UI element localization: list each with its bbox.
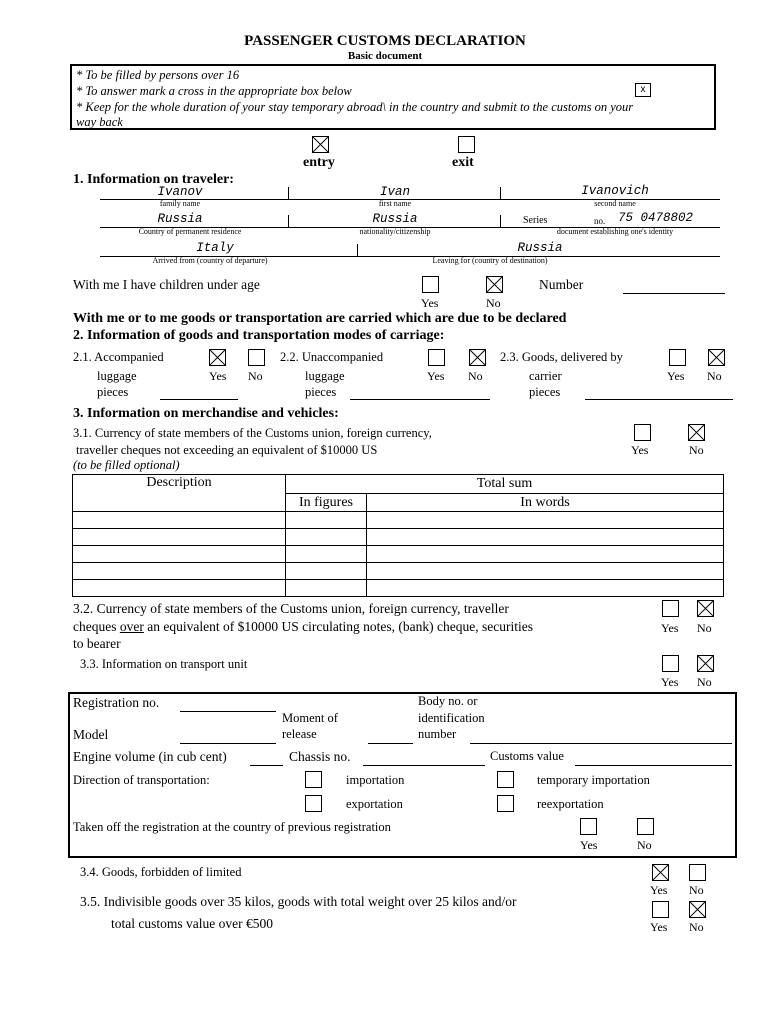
customs-value-field[interactable] <box>575 765 732 766</box>
q34-yes-label: Yes <box>650 883 668 897</box>
reexportation-label: reexportation <box>537 797 604 811</box>
document-title: PASSENGER CUSTOMS DECLARATION <box>244 33 526 49</box>
table-cell[interactable] <box>367 563 724 580</box>
engine-label: Engine volume (in cub cent) <box>73 749 227 764</box>
citizenship-caption: nationality/citizenship <box>359 227 431 236</box>
document-subtitle: Basic document <box>347 50 423 62</box>
example-cross-box: x <box>635 83 651 97</box>
unaccompanied-yes-label: Yes <box>427 369 445 383</box>
travel-divider <box>357 244 358 256</box>
exportation-label: exportation <box>346 797 403 811</box>
chassis-label: Chassis no. <box>289 749 351 764</box>
carrier-yes-label: Yes <box>667 369 685 383</box>
chassis-field[interactable] <box>363 765 485 766</box>
children-number-field[interactable] <box>623 293 725 294</box>
registration-field[interactable] <box>180 711 276 712</box>
accompanied-yes-checkbox[interactable] <box>209 349 226 366</box>
instructions-box <box>70 64 716 130</box>
carrier-pieces: pieces <box>529 385 561 399</box>
citizenship-value[interactable]: Russia <box>372 212 418 226</box>
q32-no-checkbox[interactable] <box>697 600 714 617</box>
section-2-heading: 2. Information of goods and transportation modes of carriage: <box>73 328 445 343</box>
children-no-checkbox[interactable] <box>486 276 503 293</box>
instruction-age: * To be filled by persons over 16 <box>76 68 240 82</box>
taken-off-no-label: No <box>637 838 652 852</box>
unaccompanied-yes-checkbox[interactable] <box>428 349 445 366</box>
accompanied-yes-label: Yes <box>209 369 227 383</box>
body-label-3: number <box>418 727 457 741</box>
q31-no-label: No <box>689 443 704 457</box>
children-label: With me I have children under age <box>73 277 260 292</box>
unaccompanied-luggage: luggage <box>305 369 345 383</box>
second-name-caption: second name <box>594 199 636 208</box>
unaccompanied-no-checkbox[interactable] <box>469 349 486 366</box>
col-total-header: Total sum <box>286 475 724 494</box>
temporary-importation-label: temporary importation <box>537 773 650 787</box>
q31-optional: (to be filled optional) <box>73 458 180 472</box>
no-label: no. <box>594 216 606 226</box>
children-no-label: No <box>486 296 501 310</box>
taken-off-label: Taken off the registration at the country of previous registration <box>73 820 391 834</box>
model-label: Model <box>73 727 109 742</box>
q32-yes-checkbox[interactable] <box>662 600 679 617</box>
importation-checkbox[interactable] <box>305 771 322 788</box>
entry-label: entry <box>303 155 335 170</box>
first-name-caption: first name <box>378 199 412 208</box>
table-cell[interactable] <box>286 580 367 597</box>
table-cell[interactable] <box>73 512 286 529</box>
direction-label: Direction of transportation: <box>73 773 210 787</box>
col-words-header: In words <box>367 494 724 512</box>
leaving-for-caption: Leaving for (country of destination) <box>432 256 548 265</box>
series-label: Series <box>523 215 548 226</box>
body-label-2: identification <box>418 711 485 725</box>
children-yes-label: Yes <box>421 296 439 310</box>
first-name-value[interactable]: Ivan <box>379 185 410 199</box>
entry-checkbox[interactable] <box>312 136 329 153</box>
q32-yes-label: Yes <box>661 621 679 635</box>
table-cell[interactable] <box>367 512 724 529</box>
family-name-caption: family name <box>159 199 201 208</box>
col-description-header: Description <box>73 475 286 512</box>
carrier-yes-checkbox[interactable] <box>669 349 686 366</box>
q32-line2-post: an equivalent of $10000 US circulating notes, (bank) cheque, securities <box>143 619 533 634</box>
q34-no-checkbox[interactable] <box>689 864 706 881</box>
moment-field[interactable] <box>368 743 413 744</box>
q32-no-label: No <box>697 621 712 635</box>
goods-notice: With me or to me goods or transportation are carried which are due to be declared <box>73 311 567 326</box>
q33-yes-checkbox[interactable] <box>662 655 679 672</box>
body-field[interactable] <box>470 743 732 744</box>
moment-label-1: Moment of <box>282 711 338 725</box>
customs-value-label: Customs value <box>490 749 564 763</box>
residence-divider-2 <box>500 215 501 227</box>
exit-checkbox[interactable] <box>458 136 475 153</box>
accompanied-no-checkbox[interactable] <box>248 349 265 366</box>
carrier-label: 2.3. Goods, delivered by <box>500 350 623 364</box>
q33-label: 3.3. Information on transport unit <box>80 657 248 671</box>
section-3-heading: 3. Information on merchandise and vehicles: <box>73 406 339 421</box>
section-1-heading: 1. Information on traveler: <box>73 172 234 187</box>
q32-line3: to bearer <box>73 636 121 651</box>
table-row[interactable] <box>73 512 724 529</box>
q31-no-checkbox[interactable] <box>688 424 705 441</box>
children-yes-checkbox[interactable] <box>422 276 439 293</box>
accompanied-pieces-field[interactable] <box>160 399 238 400</box>
exit-label: exit <box>452 155 474 170</box>
importation-label: importation <box>346 773 405 787</box>
unaccompanied-pieces: pieces <box>305 385 337 399</box>
q32-line1: 3.2. Currency of state members of the Customs union, foreign currency, traveller <box>73 601 509 616</box>
leaving-for-value[interactable]: Russia <box>517 241 563 255</box>
q35-yes-label: Yes <box>650 920 668 934</box>
q35-line1: 3.5. Indivisible goods over 35 kilos, goods with total weight over 25 kilos and/or <box>80 894 517 909</box>
q35-no-checkbox[interactable] <box>689 901 706 918</box>
document-caption: document establishing one's identity <box>556 227 674 236</box>
carrier-no-checkbox[interactable] <box>708 349 725 366</box>
q34-no-label: No <box>689 883 704 897</box>
q33-no-checkbox[interactable] <box>697 655 714 672</box>
engine-field[interactable] <box>250 765 283 766</box>
exportation-checkbox[interactable] <box>305 795 322 812</box>
table-cell[interactable] <box>286 529 367 546</box>
taken-off-yes-checkbox[interactable] <box>580 818 597 835</box>
second-name-value[interactable]: Ivanovich <box>581 184 649 198</box>
accompanied-pieces: pieces <box>97 385 129 399</box>
arrived-from-caption: Arrived from (country of departure) <box>152 256 268 265</box>
q31-yes-checkbox[interactable] <box>634 424 651 441</box>
q32-over: over <box>119 619 144 634</box>
carrier-no-label: No <box>707 369 722 383</box>
reexportation-checkbox[interactable] <box>497 795 514 812</box>
table-cell[interactable] <box>73 529 286 546</box>
taken-off-no-checkbox[interactable] <box>637 818 654 835</box>
residence-caption: Country of permanent residence <box>138 227 242 236</box>
document-number-value[interactable]: 75 0478802 <box>618 211 694 225</box>
carrier-pieces-field[interactable] <box>585 399 733 400</box>
arrived-from-value[interactable]: Italy <box>196 241 234 255</box>
currency-table <box>72 474 724 597</box>
moment-label-2: release <box>282 727 317 741</box>
q31-line2: traveller cheques not exceeding an equivalent of $10000 US <box>76 443 378 457</box>
name-divider-1 <box>288 187 289 199</box>
table-cell[interactable] <box>73 563 286 580</box>
accompanied-label: 2.1. Accompanied <box>73 350 164 364</box>
instruction-mark: * To answer mark a cross in the appropriate box below <box>76 84 352 98</box>
q33-no-label: No <box>697 675 712 689</box>
q35-no-label: No <box>689 920 704 934</box>
carrier-line2: carrier <box>529 369 562 383</box>
unaccompanied-no-label: No <box>468 369 483 383</box>
table-cell[interactable] <box>367 529 724 546</box>
body-label-1: Body no. or <box>418 694 478 708</box>
q31-yes-label: Yes <box>631 443 649 457</box>
col-figures-header: In figures <box>286 494 367 512</box>
table-row[interactable] <box>73 546 724 563</box>
unaccompanied-label: 2.2. Unaccompanied <box>280 350 384 364</box>
table-cell[interactable] <box>286 512 367 529</box>
temporary-importation-checkbox[interactable] <box>497 771 514 788</box>
q34-yes-checkbox[interactable] <box>652 864 669 881</box>
instruction-keep-cont: way back <box>76 115 123 129</box>
residence-divider-1 <box>288 215 289 227</box>
table-row[interactable] <box>73 563 724 580</box>
model-field[interactable] <box>180 743 276 744</box>
q32-line2 <box>73 619 533 635</box>
registration-label: Registration no. <box>73 695 160 710</box>
q31-line1: 3.1. Currency of state members of the Customs union, foreign currency, <box>73 426 432 440</box>
unaccompanied-pieces-field[interactable] <box>350 399 490 400</box>
table-row[interactable] <box>73 529 724 546</box>
accompanied-no-label: No <box>248 369 263 383</box>
q34-label: 3.4. Goods, forbidden of limited <box>80 865 242 879</box>
table-cell[interactable] <box>286 563 367 580</box>
q35-line2: total customs value over €500 <box>111 916 273 931</box>
table-row[interactable] <box>73 580 724 597</box>
table-cell[interactable] <box>367 580 724 597</box>
q33-yes-label: Yes <box>661 675 679 689</box>
table-cell[interactable] <box>73 580 286 597</box>
taken-off-yes-label: Yes <box>580 838 598 852</box>
name-divider-2 <box>500 187 501 199</box>
children-number-label: Number <box>539 277 584 292</box>
instruction-keep: * Keep for the whole duration of your stay temporary abroad\ in the country and submit to the customs on your <box>76 100 634 114</box>
family-name-value[interactable]: Ivanov <box>157 185 203 199</box>
accompanied-luggage: luggage <box>97 369 137 383</box>
q32-line2-pre: cheques <box>73 619 120 634</box>
table-cell[interactable] <box>367 546 724 563</box>
table-cell[interactable] <box>286 546 367 563</box>
q35-yes-checkbox[interactable] <box>652 901 669 918</box>
residence-value[interactable]: Russia <box>157 212 203 226</box>
table-cell[interactable] <box>73 546 286 563</box>
